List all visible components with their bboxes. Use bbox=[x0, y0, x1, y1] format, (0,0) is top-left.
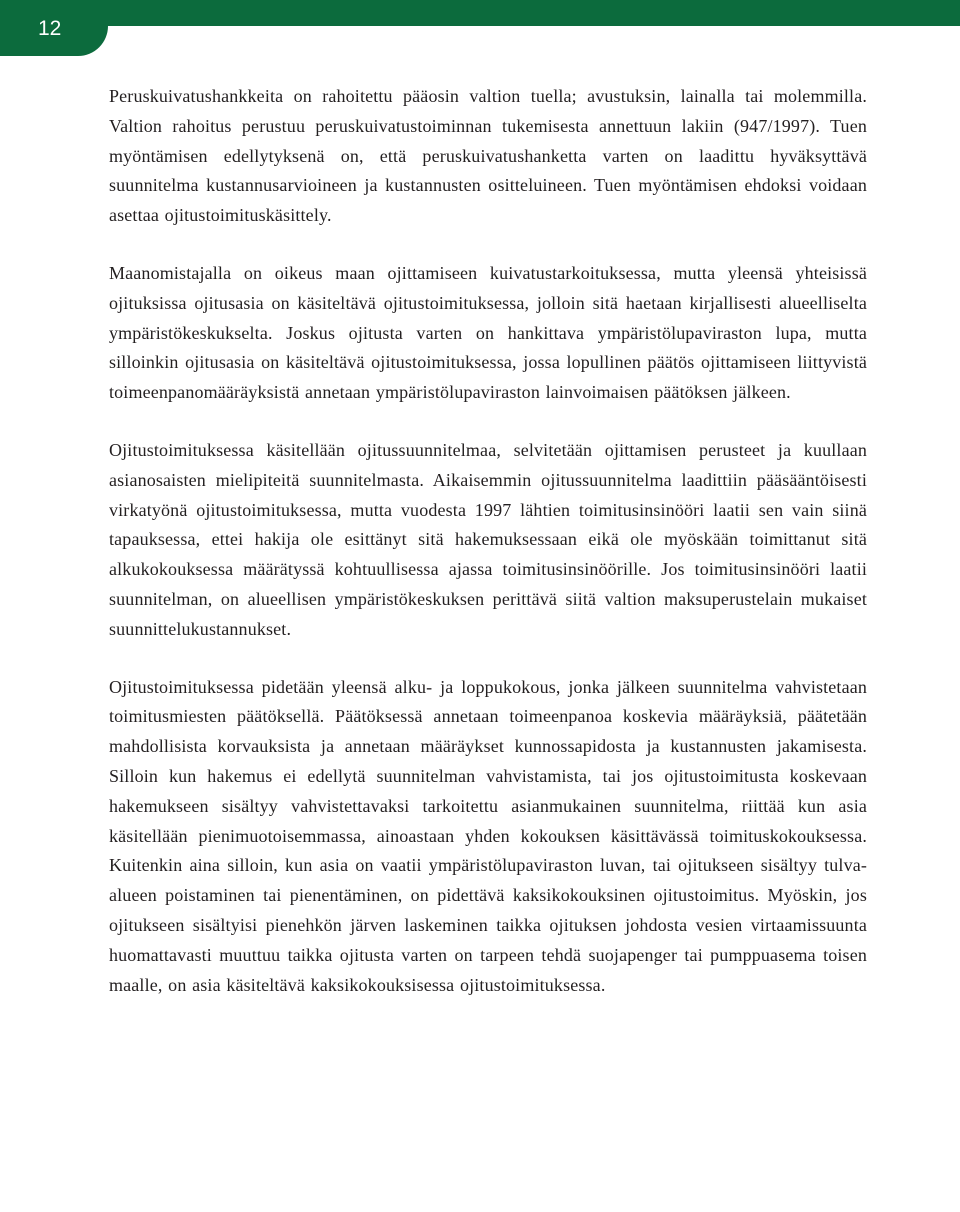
paragraph: Peruskuivatushankkeita on rahoitettu pääosin valtion tuella; avustuksin, lainalla tai molemmilla. Valtion rahoitus perustuu peruskuivatustoiminnan tukemisesta annettuun lakiin (947/1997). Tuen myöntämisen edellytyksenä on, että peruskuivatushanketta varten on laadittu hyväksyttävä suunnitelma kustannusarvioineen ja kustannusten ositteluineen. Tuen myöntämisen ehdoksi voidaan asettaa ojitustoimituskäsittely. bbox=[109, 86, 867, 226]
body-text bbox=[109, 82, 867, 1028]
page-number: 12 bbox=[38, 17, 62, 40]
paragraph: Ojitustoimituksessa käsitellään ojitussuunnitelmaa, selvitetään ojittamisen perusteet ja kuullaan asianosaisten mielipiteitä suunnitelmasta. Aikaisemmin ojitussuunnitelma laadittiin pääsääntöisesti virkatyönä ojitustoimituksessa, mutta vuodesta 1997 lähtien toimitusinsinööri laatii sen vain siinä tapauksessa, ettei hakija ole esittänyt sitä hakemuksessaan eikä ole myöskään toimittanut sitä alkukokouksessa määrätyssä kohtuullisessa ajassa toimitusinsinöörille. Jos toimitusinsinööri laatii suunnitelman, on alueellisen ympäristökeskuksen perittävä siitä valtion maksuperustelain mukaiset suunnittelukustannukset. bbox=[109, 439, 867, 639]
header-bar bbox=[0, 0, 960, 26]
paragraph: Maanomistajalla on oikeus maan ojittamiseen kuivatustarkoituksessa, mutta yleensä yhteisissä ojituksissa ojitusasia on käsiteltävä ojitustoimituksessa, jolloin sitä haetaan kirjallisesti alueelliselta ympäristökeskukselta. Joskus ojitusta varten on hankittava ympäristölupaviraston lupa, mutta silloinkin ojitusasia on käsiteltävä ojitustoimituksessa, jossa lopullinen päätös ojittamiseen liittyvistä toimeenpanomääräyksistä annetaan ympäristölupaviraston lainvoimaisen päätöksen jälkeen. bbox=[109, 262, 867, 403]
paragraph: Ojitustoimituksessa pidetään yleensä alku- ja loppukokous, jonka jälkeen suunnitelma vahvistetaan toimitusmiesten päätöksellä. Päätöksessä annetaan toimeenpanoa koskevia määräyksiä, päätetään mahdollisista korvauksista ja annetaan määräykset kunnossapidosta ja kustannusten jakamisesta. Silloin kun hakemus ei edellytä suunnitelman vahvistamista, tai jos ojitustoimitusta koskevaan hakemukseen sisältyy vahvistettavaksi tarkoitettu asianmukainen suunnitelma, riittää kun asia käsitellään pienimuotoisemmassa, ainoastaan yhden kokouksen käsittävässä toimituskokouksessa. Kuitenkin aina silloin, kun asia on vaatii ympäristölupaviraston luvan, tai ojitukseen sisältyy tulva-alueen poistaminen tai pienentäminen, on pidettävä kaksikokouksinen ojitustoimitus. Myöskin, jos ojitukseen sisältyisi pienehkön järven laskeminen taikka ojituksen johdosta vesien virtaamissuunta huomattavasti muuttuu taikka ojitusta varten on tarpeen tehdä suojapenger tai pumppuasema toisen maalle, on asia käsiteltävä kaksikokouksisessa ojitustoimituksessa. bbox=[109, 676, 867, 995]
page-number-tab bbox=[0, 0, 108, 56]
